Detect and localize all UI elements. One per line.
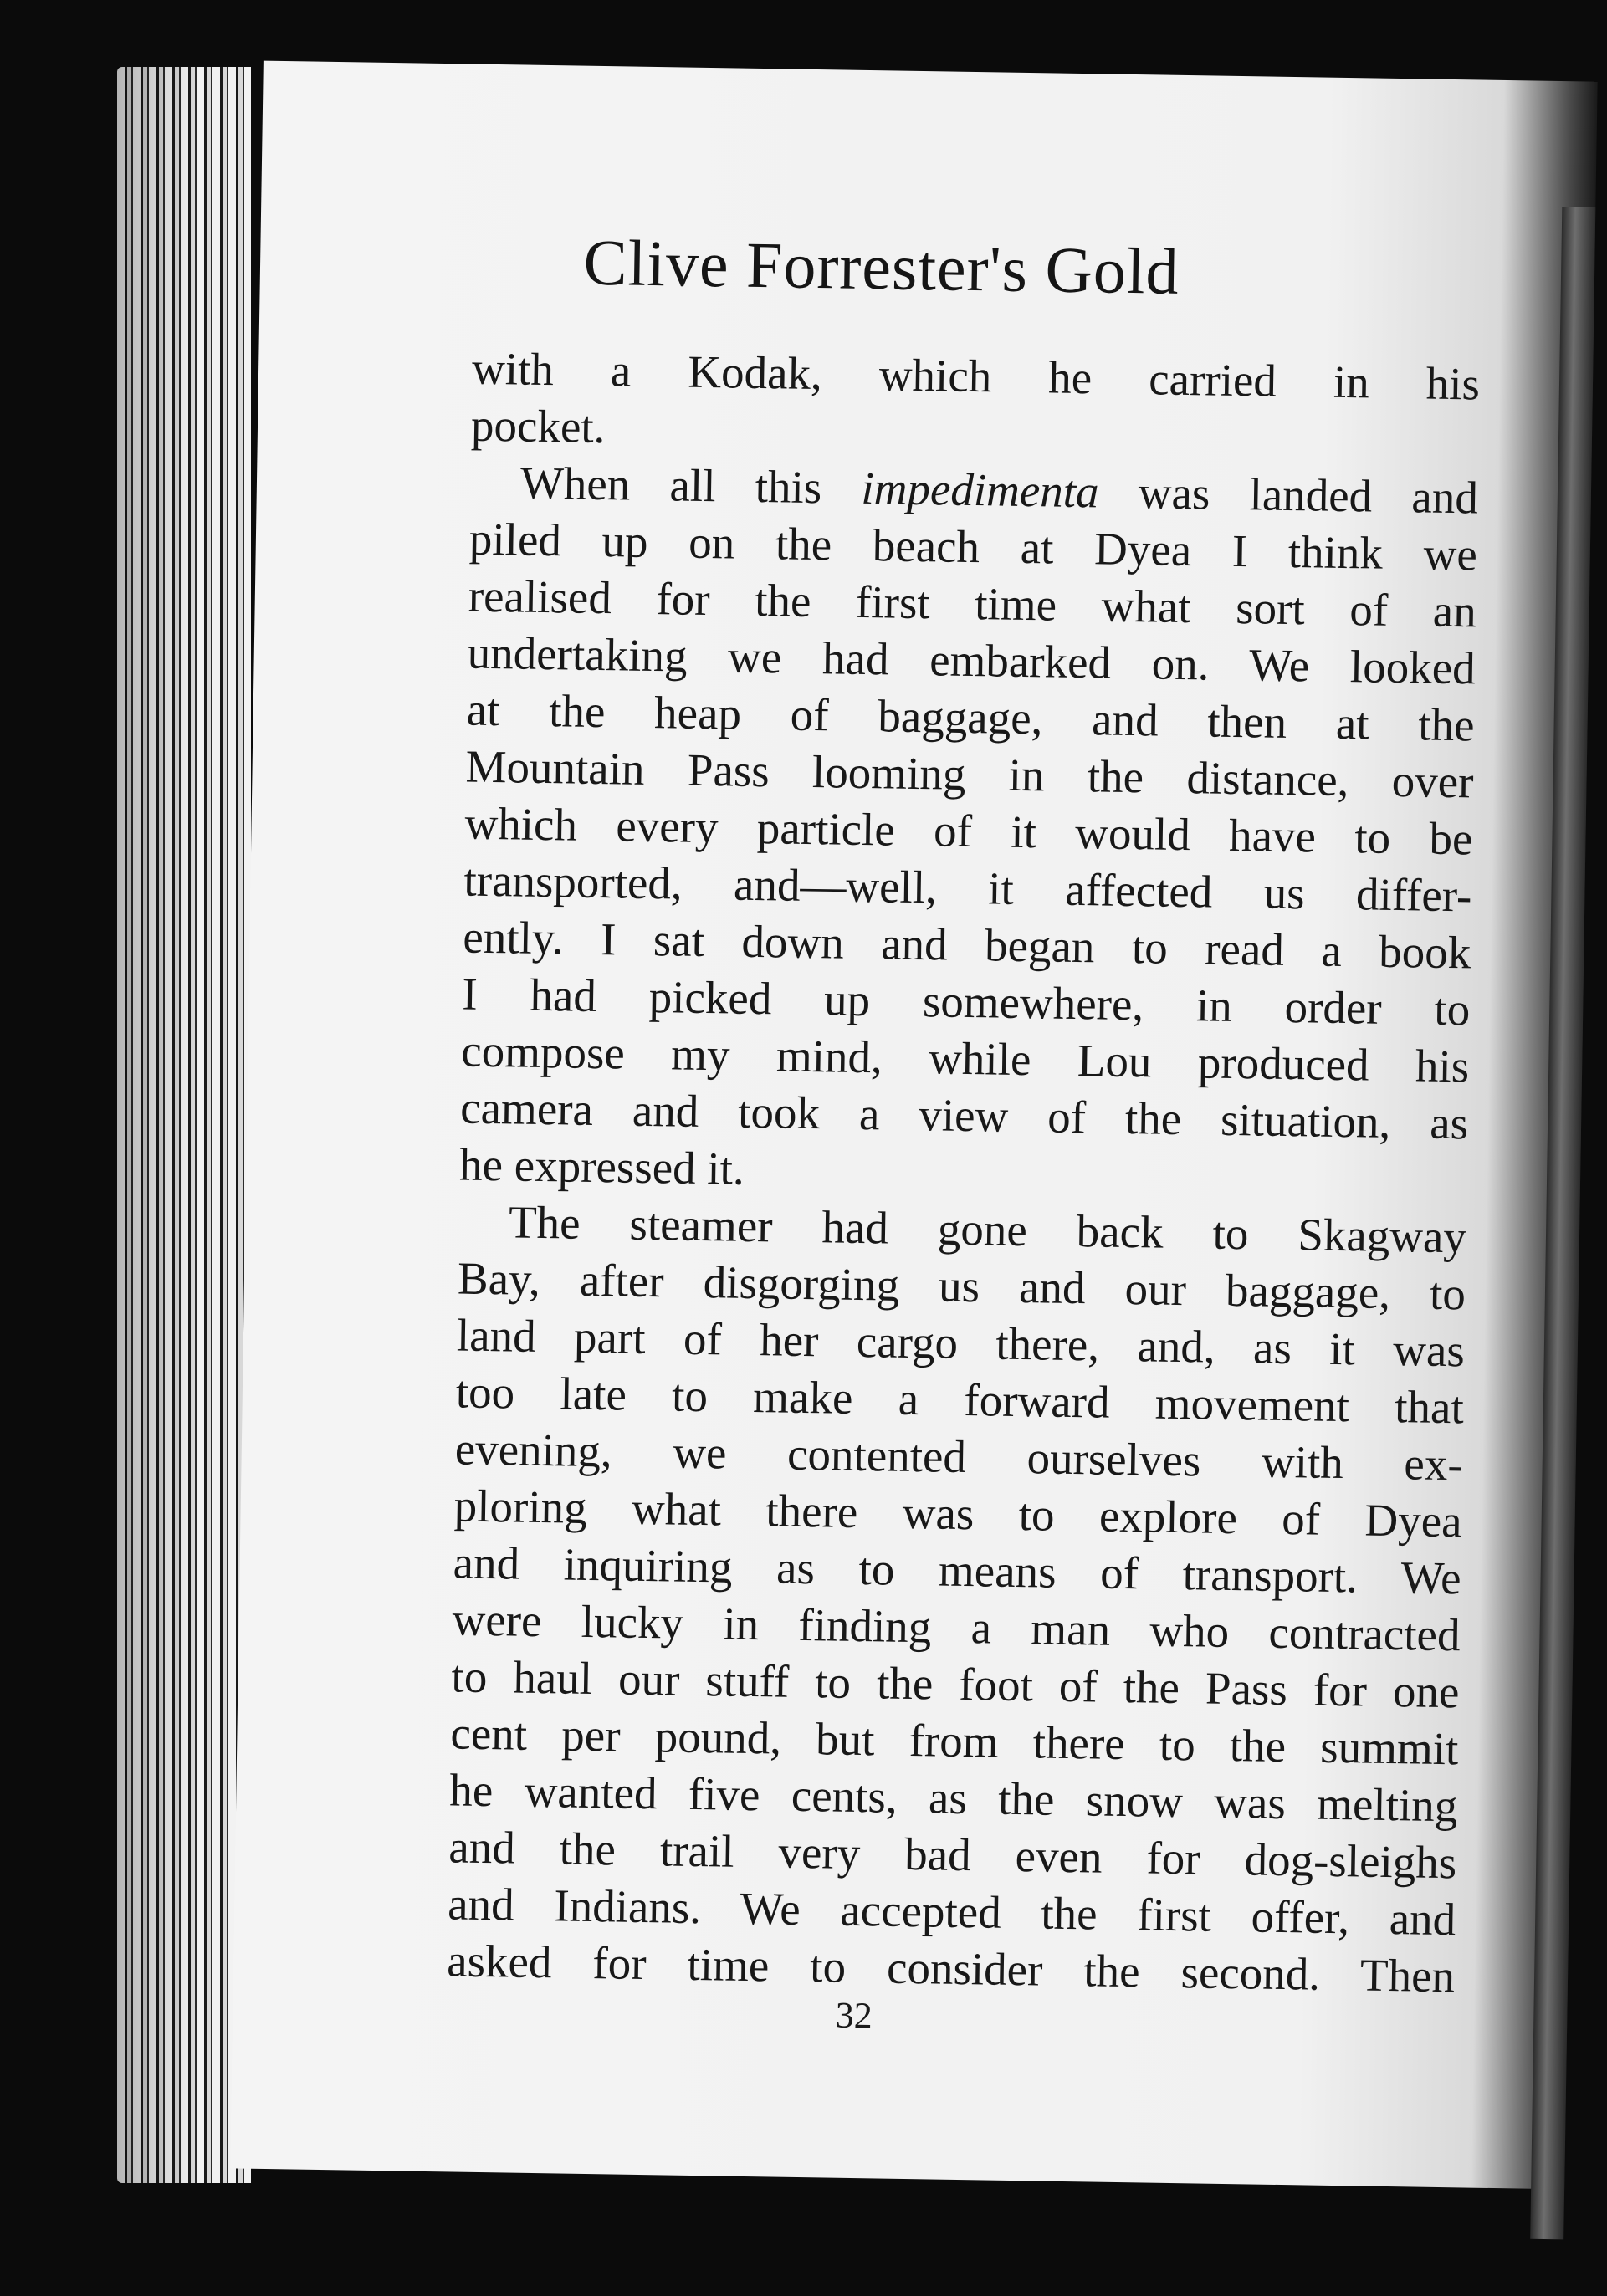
text-line: land part of her cargo there, and, as it was (456, 1309, 1466, 1377)
italic-word: impedimenta (861, 462, 1100, 518)
text-line: Bay, after disgorging us and our baggage, to (457, 1252, 1466, 1320)
text-line: undertaking we had embarked on. We looked (467, 626, 1476, 694)
text-line: transported, and—well, it affected us differ- (463, 854, 1472, 922)
text-line: compose my mind, while Lou produced his (460, 1025, 1470, 1092)
text-line: ently. I sat down and began to read a book (462, 911, 1471, 979)
paragraph (459, 454, 1479, 1209)
page-edges-shadow (117, 67, 251, 2183)
text-line: The steamer had gone back to Skagway (508, 1196, 1467, 1263)
text-line: to haul our stuff to the foot of the Pass for one (451, 1650, 1460, 1718)
paragraph (471, 340, 1481, 470)
text-line: realised for the first time what sort of an (468, 570, 1477, 637)
text-line: he expressed it. (458, 1138, 745, 1194)
book-spine-shadow (1530, 207, 1595, 2239)
text-line: cent per pound, but from there to the summit (450, 1707, 1459, 1775)
running-head: Clive Forrester's Gold (582, 225, 1180, 308)
text-line: Mountain Pass looming in the distance, over (465, 740, 1475, 808)
text-line: and Indians. We accepted the first offer, and (447, 1878, 1456, 1946)
text-line: evening, we contented ourselves with ex- (454, 1423, 1464, 1491)
book-page (230, 61, 1597, 2190)
paragraph (447, 1193, 1467, 2005)
body-text (447, 340, 1481, 2006)
text-line: too late to make a forward movement that (455, 1366, 1465, 1434)
text-line: piled up on the beach at Dyea I think we (468, 513, 1478, 580)
text-line: asked for time to consider the second. Then (446, 1935, 1456, 2002)
page-number: 32 (835, 1994, 873, 2037)
text-line: and the trail very bad even for dog-sleighs (448, 1821, 1457, 1889)
text-line: which every particle of it would have to be (464, 797, 1473, 865)
text-line: with a Kodak, which he carried in his (471, 342, 1481, 410)
text-line: pocket. (470, 399, 606, 453)
text-line: ploring what there was to explore of Dyea (453, 1480, 1463, 1547)
text-line: and inquiring as to means of transport. We (453, 1537, 1462, 1604)
text-line: camera and took a view of the situation, as (459, 1082, 1469, 1149)
text-line: I had picked up somewhere, in order to (461, 968, 1471, 1036)
text-line: at the heap of baggage, and then at the (466, 683, 1476, 751)
text-line: When all this impedimenta was landed and (519, 457, 1479, 524)
text-line: he wanted five cents, as the snow was melting (448, 1764, 1458, 1832)
text-line: were lucky in finding a man who contracted (452, 1593, 1461, 1661)
